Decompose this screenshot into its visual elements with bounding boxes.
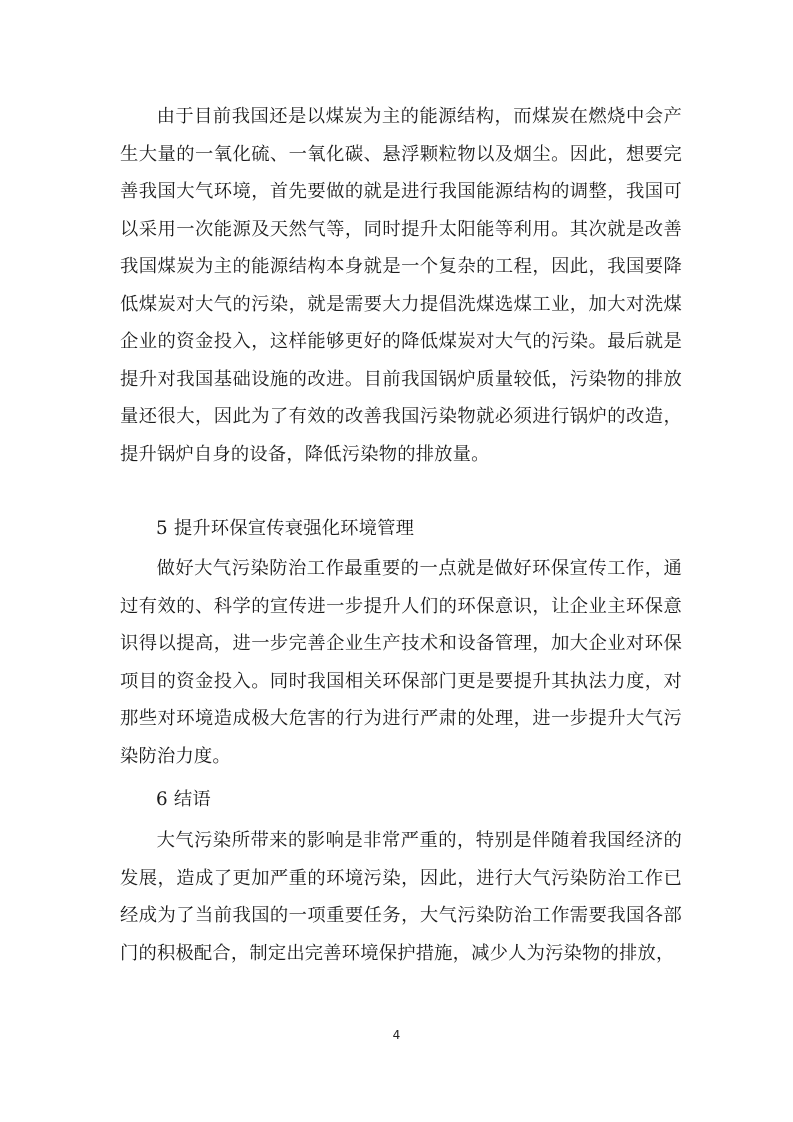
- paragraph-environmental-publicity: 做好大气污染防治工作最重要的一点就是做好环保宣传工作，通过有效的、科学的宣传进一步提升人们的环保意识，让企业主环保意识得以提高，进一步完善企业生产技术和设备管理，加大企业对环保项目的资金投入。同时我国相关环保部门更是要提升其执法力度，对那些对环境造成极大危害的行为进行严肃的处理，进一步提升大气污染防治力度。: [120, 558, 682, 767]
- paragraph-conclusion: 大气污染所带来的影响是非常严重的，特别是伴随着我国经济的发展，造成了更加严重的环境污染，因此，进行大气污染防治工作已经成为了当前我国的一项重要任务，大气污染防治工作需要我国各部门的积极配合，制定出完善环境保护措施，减少人为污染物的排放，: [120, 830, 682, 964]
- paragraph-energy-structure: 由于目前我国还是以煤炭为主的能源结构，而煤炭在燃烧中会产生大量的一氧化硫、一氧化碳、悬浮颗粒物以及烟尘。因此，想要完善我国大气环境，首先要做的就是进行我国能源结构的调整，我国可以采用一次能源及天然气等，同时提升太阳能等利用。其次就是改善我国煤炭为主的能源结构本身就是一个复杂的工程，因此，我国要降低煤炭对大气的污染，就是需要大力提倡洗煤选煤工业，加大对洗煤企业的资金投入，这样能够更好的降低煤炭对大气的污染。最后就是提升对我国基础设施的改进。目前我国锅炉质量较低，污染物的排放量还很大，因此为了有效的改善我国污染物就必须进行锅炉的改造，提升锅炉自身的设备，降低污染物的排放量。: [120, 106, 682, 465]
- section-heading-6: 6 结语: [156, 789, 211, 810]
- section-heading-5: 5 提升环保宣传衰强化环境管理: [156, 518, 415, 539]
- document-body: [120, 98, 682, 972]
- page-number: 4: [392, 1028, 401, 1042]
